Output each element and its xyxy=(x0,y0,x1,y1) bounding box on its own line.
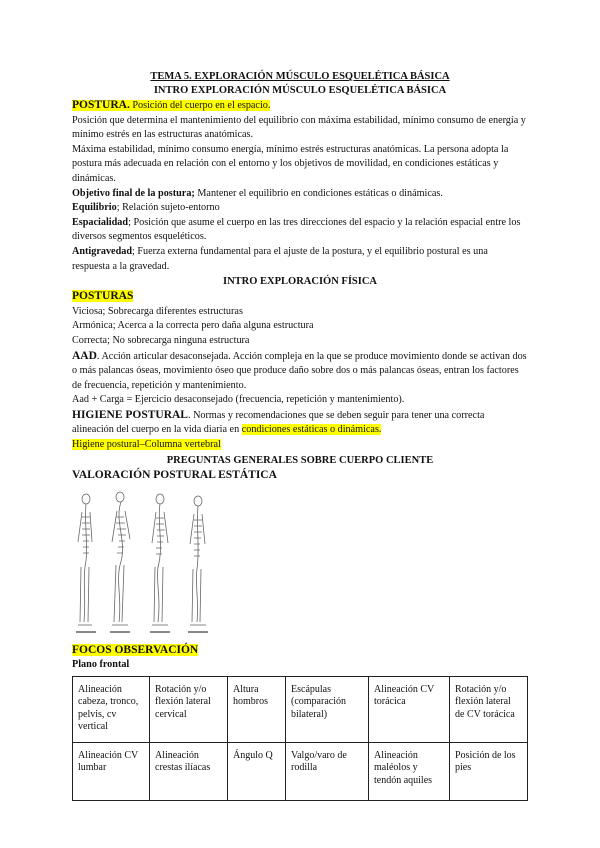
skeleton-figure-3 xyxy=(152,494,168,625)
table-cell: Alineación CV torácica xyxy=(369,676,450,742)
document-title: TEMA 5. EXPLORACIÓN MÚSCULO ESQUELÉTICA BÁSICA xyxy=(150,71,450,82)
higiene-highlight: condiciones estáticas o dinámicas. xyxy=(241,424,382,436)
equilibrio-line xyxy=(72,201,528,216)
higiene-paragraph xyxy=(72,408,528,438)
table-cell: Rotación y/o flexión lateral cervical xyxy=(150,676,228,742)
viciosa-line: Viciosa; Sobrecarga diferentes estructuras xyxy=(72,305,243,317)
table-cell: Alineación crestas ilíacas xyxy=(150,742,228,800)
focos-heading-line xyxy=(72,643,528,659)
table-cell: Alineación cabeza, tronco, pelvis, cv vertical xyxy=(73,676,150,742)
focos-table xyxy=(72,676,528,801)
objetivo-label: Objetivo final de la postura; xyxy=(72,187,195,199)
postura-definition: Posición del cuerpo en el espacio. xyxy=(129,100,271,111)
preguntas-heading: PREGUNTAS GENERALES SOBRE CUERPO CLIENTE xyxy=(166,454,434,466)
antigravedad-text: ; Fuerza externa fundamental para el ajuste de la postura, y el equilibrio postural es una respuesta a la gravedad. xyxy=(72,245,488,272)
antigravedad-line xyxy=(72,245,528,274)
skeleton-figure-2 xyxy=(112,492,130,625)
objetivo-text: Mantener el equilibrio en condiciones estáticas o dinámicas. xyxy=(194,187,443,199)
postura-heading-line xyxy=(72,98,528,114)
valoracion-heading: VALORACIÓN POSTURAL ESTÁTICA xyxy=(72,468,277,481)
table-row xyxy=(73,676,528,742)
posture-skeletons-image xyxy=(72,487,232,637)
skeleton-figure-1 xyxy=(78,494,92,625)
table-cell: Altura hombros xyxy=(228,676,286,742)
higiene-text: . Normas y recomendaciones que se deben seguir para tener una correcta alineación del cuerpo en la vida diaria en xyxy=(72,409,485,436)
document-content xyxy=(72,70,528,801)
table-cell: Posición de los pies xyxy=(450,742,528,800)
higiene-label: HIGIENE POSTURAL xyxy=(72,408,188,421)
postura-paragraph-2: Máxima estabilidad, mínimo consumo energía, mínimo estrés estructuras anatómicas. La persona adopta la postura más adecuada en relación con el entorno y los objetivos de movilidad, en condiciones estáticas y dinámicas. xyxy=(72,143,509,184)
equilibrio-label: Equilibrio xyxy=(72,202,117,214)
higiene-columna-line xyxy=(72,438,528,453)
document-subtitle: INTRO EXPLORACIÓN MÚSCULO ESQUELÉTICA BÁSICA xyxy=(153,85,447,96)
table-cell: Rotación y/o flexión lateral de CV torácica xyxy=(450,676,528,742)
aad-label: AAD xyxy=(72,349,97,362)
higiene-columna: Higiene postural–Columna vertebral xyxy=(72,439,221,451)
aad-text: . Acción articular desaconsejada. Acción compleja en la que se produce movimiento donde se activan dos o más palancas óseas, movimiento óseo que produce daño sobre dos o más palancas óseas, entran los factores de frecuencia, repetición y mantenimiento. xyxy=(72,350,527,391)
table-cell: Escápulas (comparación bilateral) xyxy=(286,676,369,742)
table-cell: Alineación maléolos y tendón aquiles xyxy=(369,742,450,800)
postura-label: POSTURA. xyxy=(72,99,130,111)
espacialidad-line xyxy=(72,216,528,245)
skeleton-figure-4 xyxy=(190,496,206,625)
equilibrio-text: ; Relación sujeto-entorno xyxy=(116,202,220,214)
table-row xyxy=(73,742,528,800)
postura-paragraph-1: Posición que determina el mantenimiento del equilibrio con máxima estabilidad, mínimo consumo de energía y mínimo estrés en las estructuras anatómicas. xyxy=(72,114,526,141)
correcta-line: Correcta; No sobrecarga ninguna estructura xyxy=(72,334,250,346)
table-cell: Ángulo Q xyxy=(228,742,286,800)
posture-figure xyxy=(72,487,232,637)
armonica-line: Armónica; Acerca a la correcta pero daña alguna estructura xyxy=(72,320,314,332)
fisica-heading: INTRO EXPLORACIÓN FÍSICA xyxy=(222,276,378,288)
table-cell: Alineación CV lumbar xyxy=(73,742,150,800)
postura-highlight xyxy=(72,100,270,111)
espacialidad-label: Espacialidad xyxy=(72,216,129,228)
plano-frontal-label: Plano frontal xyxy=(72,659,130,671)
focos-label: FOCOS OBSERVACIÓN xyxy=(72,643,199,656)
posturas-label: POSTURAS xyxy=(72,290,134,303)
table-cell: Valgo/varo de rodilla xyxy=(286,742,369,800)
aad-carga-line: Aad + Carga = Ejercicio desaconsejado (frecuencia, repetición y mantenimiento). xyxy=(72,394,405,406)
espacialidad-text: ; Posición que asume el cuerpo en las tres direcciones del espacio y la relación espacial entre los diversos segmentos esqueléticos. xyxy=(72,216,521,243)
aad-paragraph xyxy=(72,349,528,394)
objetivo-line xyxy=(72,187,528,202)
posturas-heading-line xyxy=(72,289,528,305)
antigravedad-label: Antigravedad xyxy=(72,245,132,257)
